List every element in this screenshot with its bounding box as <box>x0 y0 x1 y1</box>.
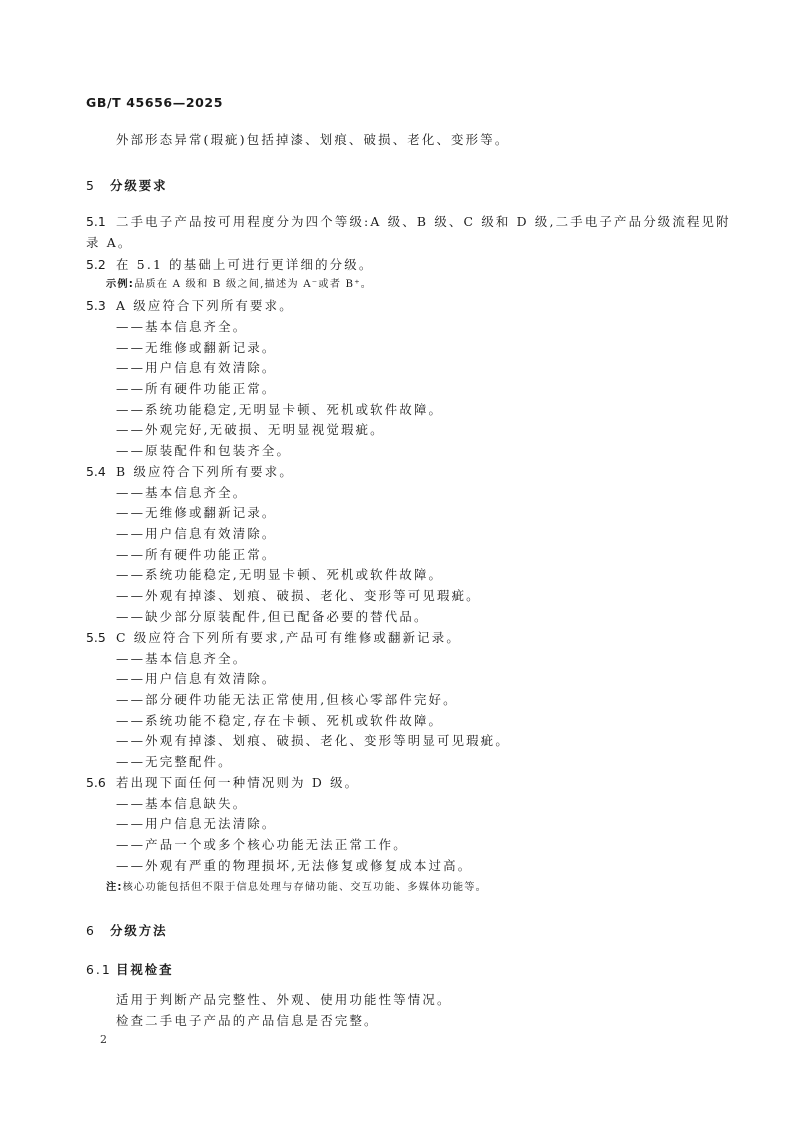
note-text: 核心功能包括但不限于信息处理与存储功能、交互功能、多媒体功能等。 <box>122 882 488 893</box>
example-5-2 <box>106 278 372 292</box>
clause-5-1-line2: 录 A。 <box>86 235 133 250</box>
list-item: ——用户信息有效清除。 <box>116 360 277 375</box>
list-item: ——所有硬件功能正常。 <box>116 381 277 396</box>
clause-5-5-number: 5.5 <box>86 630 106 645</box>
example-text: 品质在 A 级和 B 级之间,描述为 A⁻或者 B⁺。 <box>134 279 373 290</box>
list-item: ——外观完好,无破损、无明显视觉瑕疵。 <box>116 422 385 437</box>
clause-5-6 <box>86 775 359 791</box>
note-5-6 <box>106 881 487 895</box>
section-6-title: 分级方法 <box>110 923 168 938</box>
list-item: ——缺少部分原装配件,但已配备必要的替代品。 <box>116 609 429 624</box>
section-5-number: 5 <box>86 178 96 193</box>
clause-5-5 <box>86 630 461 646</box>
section-5-heading <box>86 176 168 194</box>
list-item: ——基本信息齐全。 <box>116 485 248 500</box>
list-item: ——用户信息有效清除。 <box>116 671 277 686</box>
clause-6-1-heading <box>86 960 174 978</box>
list-item: ——外观有掉漆、划痕、破损、老化、变形等明显可见瑕疵。 <box>116 733 510 748</box>
list-item: ——外观有掉漆、划痕、破损、老化、变形等可见瑕疵。 <box>116 588 481 603</box>
list-item: ——用户信息有效清除。 <box>116 526 277 541</box>
section-6-number: 6 <box>86 923 96 938</box>
clause-5-2-number: 5.2 <box>86 257 106 272</box>
list-item: ——基本信息齐全。 <box>116 319 248 334</box>
list-item: ——基本信息缺失。 <box>116 796 248 811</box>
clause-6-1-para2: 检查二手电子产品的产品信息是否完整。 <box>116 1013 379 1028</box>
clause-5-5-text: C 级应符合下列所有要求,产品可有维修或翻新记录。 <box>116 630 461 645</box>
clause-5-4-text: B 级应符合下列所有要求。 <box>116 464 294 479</box>
clause-5-6-text: 若出现下面任何一种情况则为 D 级。 <box>116 775 360 790</box>
list-item: ——外观有严重的物理损坏,无法修复或修复成本过高。 <box>116 858 473 873</box>
clause-5-3-text: A 级应符合下列所有要求。 <box>116 298 294 313</box>
clause-5-1-number: 5.1 <box>86 214 106 229</box>
list-item: ——部分硬件功能无法正常使用,但核心零部件完好。 <box>116 692 458 707</box>
clause-5-2 <box>86 257 373 273</box>
clause-5-4-number: 5.4 <box>86 464 106 479</box>
intro-line: 外部形态异常(瑕疵)包括掉漆、划痕、破损、老化、变形等。 <box>116 132 510 147</box>
clause-5-1 <box>86 214 731 230</box>
note-label: 注: <box>106 882 123 893</box>
section-6-heading <box>86 921 168 939</box>
clause-6-1-title: 目视检查 <box>116 962 174 977</box>
clause-6-1-para1: 适用于判断产品完整性、外观、使用功能性等情况。 <box>116 992 452 1007</box>
list-item: ——基本信息齐全。 <box>116 651 248 666</box>
standard-code: GB/T 45656—2025 <box>86 95 224 110</box>
section-5-title: 分级要求 <box>110 178 168 193</box>
page-number: 2 <box>100 1033 107 1046</box>
list-item: ——无完整配件。 <box>116 754 233 769</box>
list-item: ——用户信息无法清除。 <box>116 816 277 831</box>
list-item: ——系统功能不稳定,存在卡顿、死机或软件故障。 <box>116 713 444 728</box>
list-item: ——无维修或翻新记录。 <box>116 505 277 520</box>
clause-5-1-text-line1: 二手电子产品按可用程度分为四个等级:A 级、B 级、C 级和 D 级,二手电子产品分级流程见附 <box>116 214 731 229</box>
list-item: ——所有硬件功能正常。 <box>116 547 277 562</box>
list-item: ——产品一个或多个核心功能无法正常工作。 <box>116 837 408 852</box>
clause-6-1-number: 6.1 <box>86 962 112 977</box>
clause-5-3-number: 5.3 <box>86 298 106 313</box>
clause-5-2-text: 在 5.1 的基础上可进行更详细的分级。 <box>116 257 374 272</box>
example-label: 示例: <box>106 279 135 290</box>
list-item: ——系统功能稳定,无明显卡顿、死机或软件故障。 <box>116 402 444 417</box>
clause-5-6-number: 5.6 <box>86 775 106 790</box>
clause-5-4 <box>86 464 294 480</box>
list-item: ——原装配件和包装齐全。 <box>116 443 292 458</box>
list-item: ——无维修或翻新记录。 <box>116 340 277 355</box>
list-item: ——系统功能稳定,无明显卡顿、死机或软件故障。 <box>116 567 444 582</box>
clause-5-3 <box>86 298 294 314</box>
